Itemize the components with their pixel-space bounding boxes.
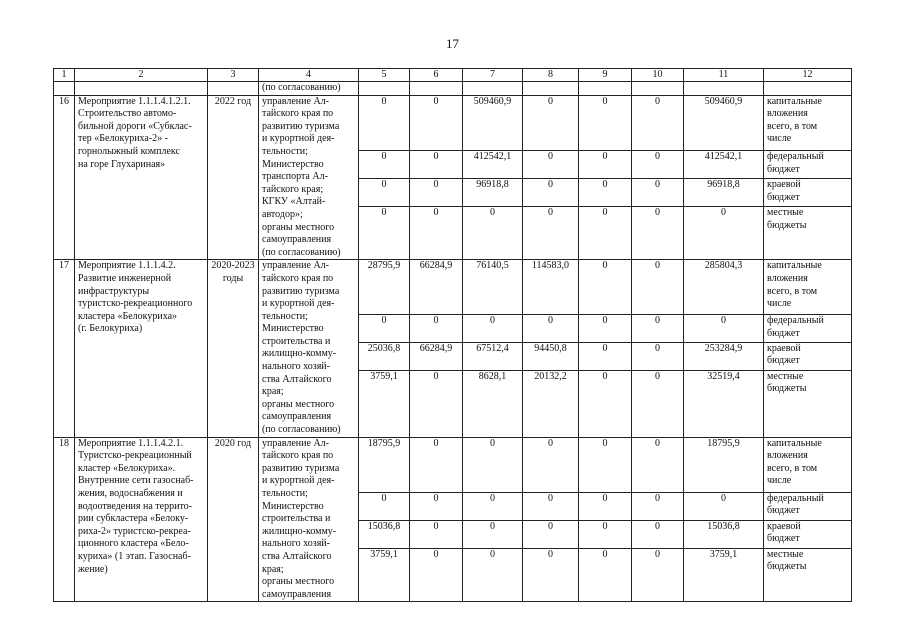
- value-cell: 0: [359, 492, 410, 520]
- value-cell: 0: [410, 151, 463, 179]
- value-cell: 0: [410, 314, 463, 342]
- header-row: [54, 69, 852, 82]
- value-cell: 0: [632, 437, 684, 492]
- value-cell: 0: [632, 520, 684, 548]
- header-cell: 6: [410, 69, 463, 82]
- header-cell: 4: [259, 69, 359, 82]
- value-cell: 0: [463, 206, 523, 259]
- value-cell: 0: [410, 520, 463, 548]
- value-cell: 0: [523, 520, 579, 548]
- header-cell: 2: [75, 69, 208, 82]
- value-cell: 0: [579, 492, 632, 520]
- value-cell: 0: [410, 548, 463, 602]
- value-cell: 3759,1: [684, 548, 764, 602]
- value-cell: 0: [463, 520, 523, 548]
- value-cell: 0: [523, 179, 579, 207]
- value-cell: 0: [523, 151, 579, 179]
- value-cell: 0: [684, 492, 764, 520]
- value-cell: 0: [579, 151, 632, 179]
- empty-cell: [684, 82, 764, 96]
- value-cell: 3759,1: [359, 370, 410, 437]
- funding-source-cell: местные бюджеты: [764, 370, 852, 437]
- value-cell: 0: [359, 206, 410, 259]
- value-cell: 67512,4: [463, 342, 523, 370]
- value-cell: 0: [632, 314, 684, 342]
- empty-cell: [632, 82, 684, 96]
- value-cell: 412542,1: [463, 151, 523, 179]
- value-cell: 0: [359, 151, 410, 179]
- value-cell: 509460,9: [463, 95, 523, 150]
- value-cell: 509460,9: [684, 95, 764, 150]
- value-cell: 0: [463, 437, 523, 492]
- value-cell: 0: [579, 206, 632, 259]
- funding-source-cell: федеральный бюджет: [764, 314, 852, 342]
- value-cell: 0: [523, 206, 579, 259]
- table-row: [54, 95, 852, 150]
- value-cell: 18795,9: [359, 437, 410, 492]
- value-cell: 0: [410, 95, 463, 150]
- header-cell: 11: [684, 69, 764, 82]
- value-cell: 20132,2: [523, 370, 579, 437]
- header-cell: 12: [764, 69, 852, 82]
- activity-name-cell: Мероприятие 1.1.1.4.2.1. Туристско-рекреационный кластер «Белокуриха». Внутренние сети газоснаб- жения, водоснабжения и водоотведения на террито- рии субкластера «Белоку- риха-2» туристско-рекреа- ционного кластера «Бело- куриха» (1 этап. Газоснаб- жение): [75, 437, 208, 602]
- value-cell: 0: [632, 151, 684, 179]
- row-number-cell: 16: [54, 95, 75, 260]
- funding-source-cell: краевой бюджет: [764, 342, 852, 370]
- value-cell: 0: [632, 260, 684, 315]
- empty-cell: [54, 82, 75, 96]
- table-row: [54, 260, 852, 315]
- funding-source-cell: федеральный бюджет: [764, 492, 852, 520]
- funding-source-cell: краевой бюджет: [764, 520, 852, 548]
- header-cell: 7: [463, 69, 523, 82]
- value-cell: 0: [632, 370, 684, 437]
- value-cell: 412542,1: [684, 151, 764, 179]
- value-cell: 0: [523, 437, 579, 492]
- value-cell: 285804,3: [684, 260, 764, 315]
- value-cell: 0: [410, 437, 463, 492]
- value-cell: 0: [463, 314, 523, 342]
- value-cell: 66284,9: [410, 342, 463, 370]
- value-cell: 15036,8: [684, 520, 764, 548]
- value-cell: 0: [410, 206, 463, 259]
- value-cell: 0: [359, 95, 410, 150]
- empty-cell: [359, 82, 410, 96]
- value-cell: 0: [632, 206, 684, 259]
- value-cell: 66284,9: [410, 260, 463, 315]
- value-cell: 8628,1: [463, 370, 523, 437]
- header-cell: 3: [208, 69, 259, 82]
- empty-cell: [463, 82, 523, 96]
- value-cell: 114583,0: [523, 260, 579, 315]
- continuation-cell: (по согласованию): [259, 82, 359, 96]
- funding-source-cell: местные бюджеты: [764, 206, 852, 259]
- value-cell: 32519,4: [684, 370, 764, 437]
- executor-cell: управление Ал- тайского края по развитию туризма и курортной дея- тельности; Министерство строительства и жилищно-комму- нального хозяй- ства Алтайского края; органы местного самоуправления: [259, 437, 359, 602]
- value-cell: 0: [684, 206, 764, 259]
- value-cell: 0: [463, 492, 523, 520]
- funding-source-cell: капитальные вложения всего, в том числе: [764, 260, 852, 315]
- header-cell: 1: [54, 69, 75, 82]
- empty-cell: [75, 82, 208, 96]
- header-cell: 5: [359, 69, 410, 82]
- value-cell: 0: [359, 314, 410, 342]
- period-cell: 2020-2023 годы: [208, 260, 259, 437]
- empty-cell: [208, 82, 259, 96]
- funding-source-cell: краевой бюджет: [764, 179, 852, 207]
- value-cell: 0: [579, 314, 632, 342]
- funding-source-cell: местные бюджеты: [764, 548, 852, 602]
- value-cell: 0: [579, 260, 632, 315]
- value-cell: 0: [410, 370, 463, 437]
- continuation-row: [54, 82, 852, 96]
- value-cell: 0: [359, 179, 410, 207]
- value-cell: 76140,5: [463, 260, 523, 315]
- value-cell: 0: [579, 520, 632, 548]
- value-cell: 0: [410, 492, 463, 520]
- empty-cell: [764, 82, 852, 96]
- header-cell: 10: [632, 69, 684, 82]
- funding-source-cell: капитальные вложения всего, в том числе: [764, 95, 852, 150]
- value-cell: 0: [579, 179, 632, 207]
- table-row: [54, 437, 852, 492]
- page-number: 17: [446, 36, 459, 51]
- value-cell: 0: [632, 179, 684, 207]
- value-cell: 0: [632, 492, 684, 520]
- row-number-cell: 18: [54, 437, 75, 602]
- activity-name-cell: Мероприятие 1.1.1.4.2. Развитие инженерной инфраструктуры туристско-рекреационного кластера «Белокуриха» (г. Белокуриха): [75, 260, 208, 437]
- value-cell: 0: [579, 437, 632, 492]
- program-table: [53, 68, 852, 602]
- value-cell: 15036,8: [359, 520, 410, 548]
- value-cell: 0: [523, 314, 579, 342]
- value-cell: 0: [579, 370, 632, 437]
- value-cell: 96918,8: [463, 179, 523, 207]
- value-cell: 18795,9: [684, 437, 764, 492]
- funding-source-cell: капитальные вложения всего, в том числе: [764, 437, 852, 492]
- value-cell: 0: [632, 548, 684, 602]
- value-cell: 94450,8: [523, 342, 579, 370]
- value-cell: 0: [523, 548, 579, 602]
- value-cell: 0: [463, 548, 523, 602]
- header-cell: 8: [523, 69, 579, 82]
- executor-cell: управление Ал- тайского края по развитию туризма и курортной дея- тельности; Министерство транспорта Ал- тайского края; КГКУ «Алтай- автодор»; органы местного самоуправления (по согласованию): [259, 95, 359, 260]
- period-cell: 2020 год: [208, 437, 259, 602]
- value-cell: 253284,9: [684, 342, 764, 370]
- period-cell: 2022 год: [208, 95, 259, 260]
- value-cell: 0: [523, 492, 579, 520]
- value-cell: 0: [632, 95, 684, 150]
- value-cell: 0: [579, 342, 632, 370]
- value-cell: 0: [684, 314, 764, 342]
- value-cell: 0: [410, 179, 463, 207]
- table-body: [54, 69, 852, 602]
- empty-cell: [523, 82, 579, 96]
- activity-name-cell: Мероприятие 1.1.1.4.1.2.1. Строительство автомо- бильной дороги «Субклас- тер «Белокуриха-2» - горнолыжный комплекс на горе Глухариная»: [75, 95, 208, 260]
- funding-source-cell: федеральный бюджет: [764, 151, 852, 179]
- value-cell: 0: [579, 95, 632, 150]
- row-number-cell: 17: [54, 260, 75, 437]
- header-cell: 9: [579, 69, 632, 82]
- empty-cell: [410, 82, 463, 96]
- empty-cell: [579, 82, 632, 96]
- value-cell: 3759,1: [359, 548, 410, 602]
- value-cell: 28795,9: [359, 260, 410, 315]
- executor-cell: управление Ал- тайского края по развитию туризма и курортной дея- тельности; Министерство строительства и жилищно-комму- нального хозяй- ства Алтайского края; органы местного самоуправления (по согласованию): [259, 260, 359, 437]
- value-cell: 25036,8: [359, 342, 410, 370]
- value-cell: 0: [579, 548, 632, 602]
- value-cell: 96918,8: [684, 179, 764, 207]
- value-cell: 0: [632, 342, 684, 370]
- value-cell: 0: [523, 95, 579, 150]
